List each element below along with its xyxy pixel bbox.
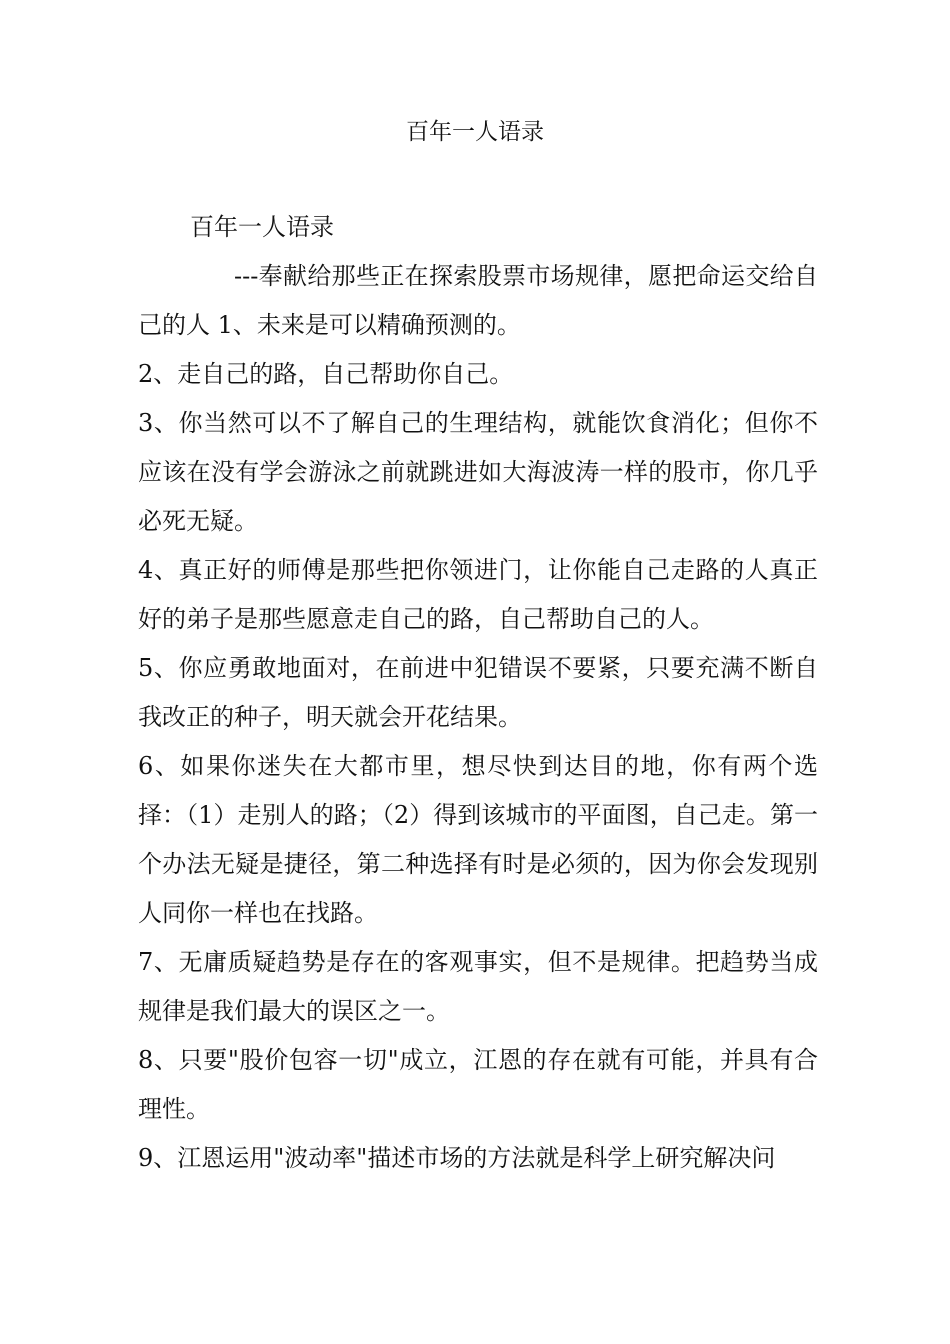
quote-paragraph-4: 4、真正好的师傅是那些把你领进门，让你能自己走路的人真正好的弟子是那些愿意走自己的路，自己帮助自己的人。 [138,556,818,633]
quote-paragraph-3: 3、你当然可以不了解自己的生理结构，就能饮食消化；但你不应该在没有学会游泳之前就跳进如大海波涛一样的股市，你几乎必死无疑。 [138,409,818,535]
quote-paragraph-7: 7、无庸质疑趋势是存在的客观事实，但不是规律。把趋势当成规律是我们最大的误区之一。 [138,948,818,1025]
quote-paragraph-5: 5、你应勇敢地面对，在前进中犯错误不要紧，只要充满不断自我改正的种子，明天就会开花结果。 [138,654,818,731]
document-body [138,203,818,1183]
quote-paragraph-6: 6、如果你迷失在大都市里，想尽快到达目的地，你有两个选择：（1）走别人的路；（2）得到该城市的平面图，自己走。第一个办法无疑是捷径，第二种选择有时是必须的，因为你会发现别人同你一样也在找路。 [138,752,818,927]
quote-paragraph-8: 8、只要"股价包容一切"成立，江恩的存在就有可能，并具有合理性。 [138,1046,818,1123]
document-title: 百年一人语录 [406,119,544,145]
document-subtitle: 百年一人语录 [190,213,334,241]
quote-paragraph-2: 2、走自己的路，自己帮助你自己。 [138,360,514,388]
quote-paragraph-9: 9、江恩运用"波动率"描述市场的方法就是科学上研究解决问 [138,1144,776,1172]
dedication-paragraph: ---奉献给那些正在探索股票市场规律，愿把命运交给自己的人 1、未来是可以精确预测的。 [138,262,818,339]
